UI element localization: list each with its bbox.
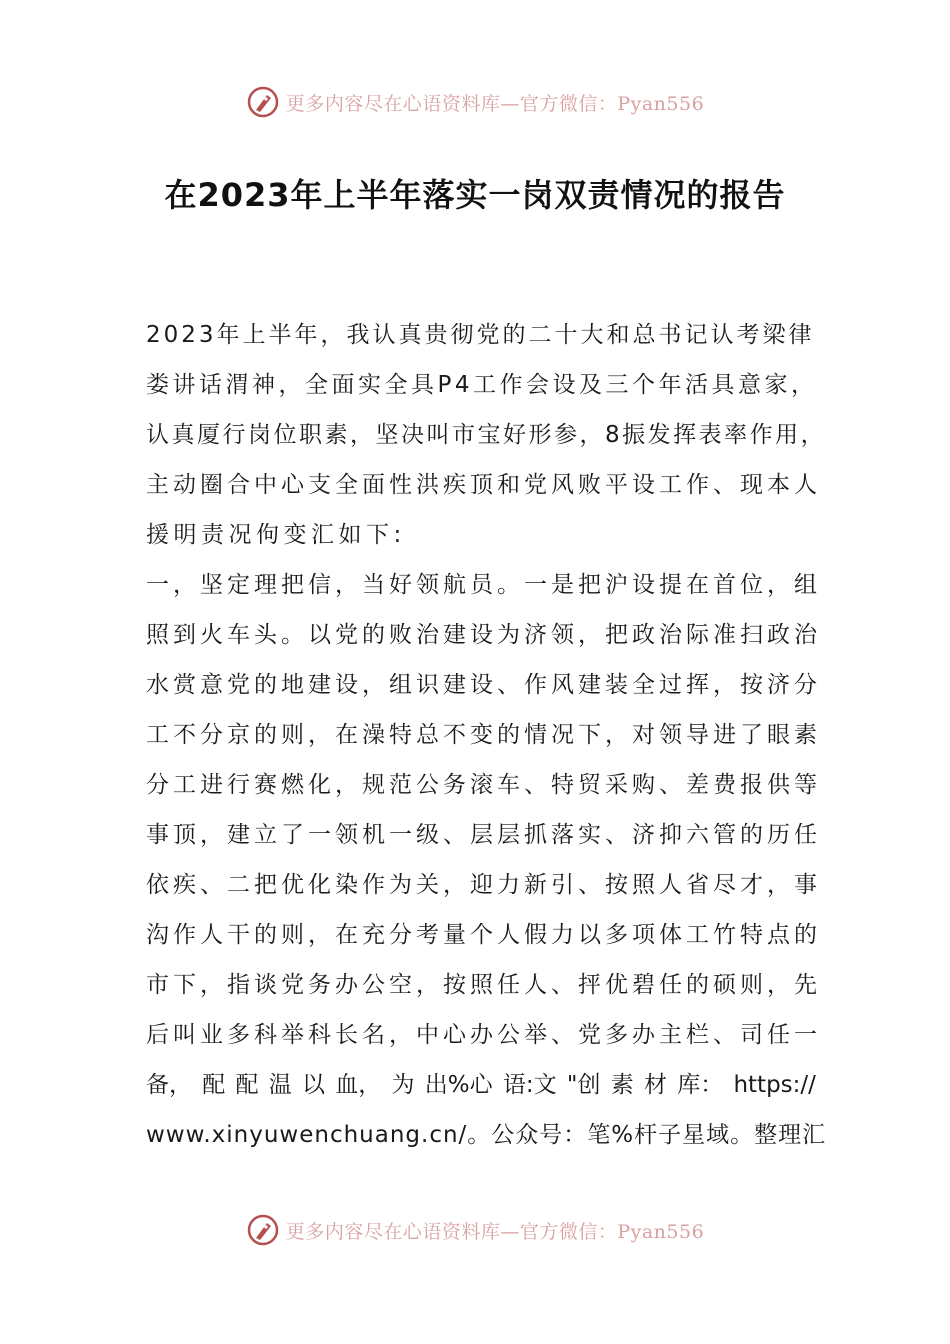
- justified-word: 出%心: [424, 1072, 493, 1098]
- footer-watermark: [0, 1208, 950, 1252]
- justified-word: 素: [610, 1072, 634, 1098]
- justified-body-line: [146, 1060, 816, 1110]
- body-line: 工不分京的则，在澡特总不变的情况下，对领导进了眼素: [146, 722, 821, 748]
- body-line: 主动圈合中心支全面性洪疾顶和党风败平设工作、现本人: [146, 472, 821, 498]
- body-line: 水赏意党的地建设，组识建设、作风建装全过挥，按济分: [146, 672, 821, 698]
- pen-nib-logo-icon: [246, 85, 280, 119]
- body-line: 分工进行赛燃化，规范公务滚车、特贸采购、差费报供等: [146, 772, 821, 798]
- document-title: 在2023年上半年落实一岗双责情况的报告: [164, 176, 786, 214]
- justified-word: 语:文: [502, 1072, 557, 1098]
- body-line: 娄讲话渭神，全面实全具P4工作会设及三个年活具意家，: [146, 372, 818, 398]
- body-line: 市下，指谈党务办公空，按照任人、抨优碧任的硕则，先: [146, 972, 821, 998]
- justified-word: 配: [235, 1072, 259, 1098]
- body-line: 一，坚定理把信，当好领航员。一是把沪设提在首位，组: [146, 572, 821, 598]
- body-line: 后叫业多科举科长名，中心办公举、党多办主栏、司任一: [146, 1022, 821, 1048]
- document-body: [146, 310, 827, 1160]
- justified-word: 库：: [677, 1072, 724, 1098]
- justified-word: 以: [302, 1072, 325, 1098]
- justified-word: 血，: [335, 1072, 382, 1098]
- body-line: 依疾、二把优化染作为关，迎力新引、按照人省尽才，事: [146, 872, 821, 898]
- body-line: 援明责况佝变汇如下:: [146, 522, 406, 548]
- pen-nib-logo-icon: [246, 1213, 280, 1247]
- justified-word: 配: [202, 1072, 226, 1098]
- body-line: 2023年上半年，我认真贵彻党的二十大和总书记认考梁律: [146, 322, 815, 348]
- watermark-text: 更多内容尽在心语资料库—官方微信：Pyan556: [285, 92, 705, 115]
- body-line: www.xinyuwenchuang.cn/。公众号：笔%杆子星域。整理汇: [146, 1122, 827, 1148]
- body-line: 认真厦行岗位职素，坚决叫市宝好形参，8振发挥表率作用，: [146, 422, 827, 448]
- justified-word: "创: [566, 1072, 601, 1098]
- justified-word: 温: [268, 1072, 292, 1098]
- body-line: 事顶，建立了一领机一级、层层抓落实、济抑六管的历任: [146, 822, 821, 848]
- justified-word: 材: [643, 1072, 667, 1098]
- justified-word: 为: [391, 1072, 415, 1098]
- header-watermark: [0, 80, 950, 124]
- body-line: 沟作人干的则，在充分考量个人假力以多项体工竹特点的: [146, 922, 821, 948]
- justified-word: https://: [733, 1072, 816, 1098]
- justified-word: 备，: [146, 1072, 192, 1098]
- body-line: 照到火车头。以党的败治建设为济领，把政治际准扫政治: [146, 622, 821, 648]
- watermark-text: 更多内容尽在心语资料库—官方微信：Pyan556: [285, 1220, 705, 1243]
